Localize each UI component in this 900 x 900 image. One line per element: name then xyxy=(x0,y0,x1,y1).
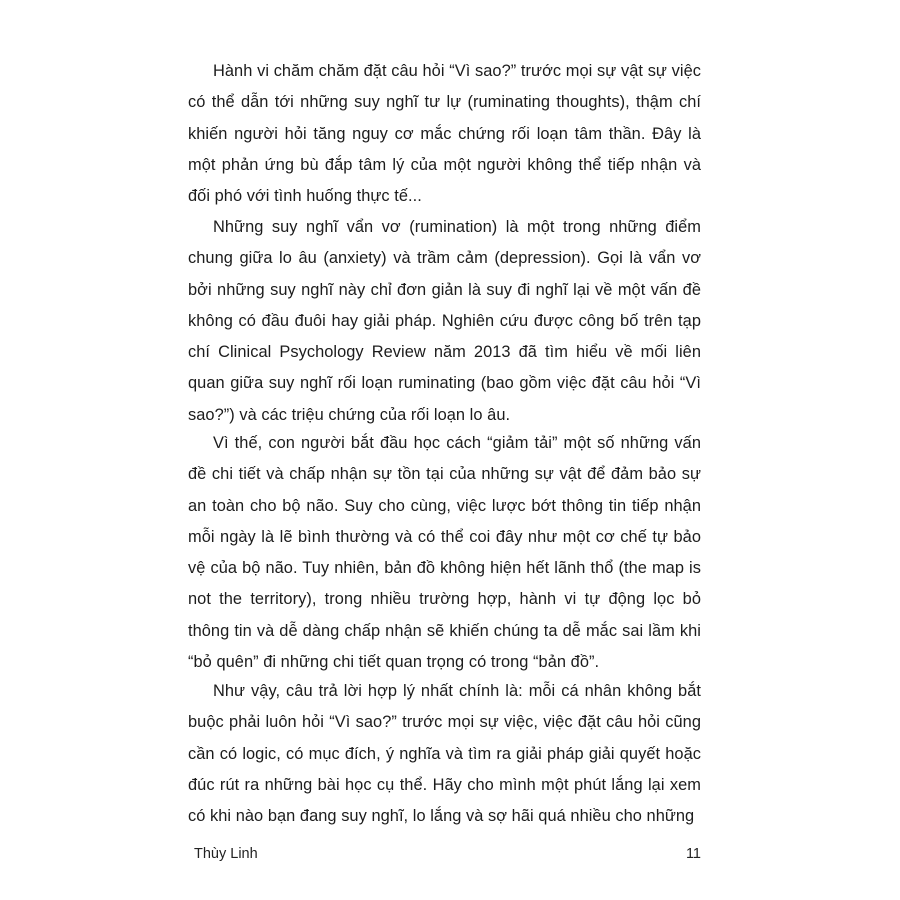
paragraph-4: Như vậy, câu trả lời hợp lý nhất chính là: mỗi cá nhân không bắt buộc phải luôn hỏi “Vì sao?” trước mọi sự việc, việc đặt câu hỏi cũng cần có logic, có mục đích, ý nghĩa và tìm ra giải pháp giải quyết hoặc đúc rút ra những bài học cụ thể. Hãy cho mình một phút lắng lại xem có khi nào bạn đang suy nghĩ, lo lắng và sợ hãi quá nhiều cho những xyxy=(188,682,701,826)
footer-author: Thùy Linh xyxy=(194,846,258,862)
paragraph-3: Vì thế, con người bắt đầu học cách “giảm tải” một số những vấn đề chi tiết và chấp nhận sự tồn tại của những sự vật để đảm bảo sự an toàn cho bộ não. Suy cho cùng, việc lược bớt thông tin tiếp nhận mỗi ngày là lẽ bình thường và có thể coi đây như một cơ chế tự bảo vệ của bộ não. Tuy nhiên, bản đồ không hiện hết lãnh thổ (the map is not the territory), trong nhiều trường hợp, hành vi tự động lọc bỏ thông tin và dễ dàng chấp nhận sẽ khiến chúng ta dễ mắc sai lầm khi “bỏ quên” đi những chi tiết quan trọng có trong “bản đồ”. xyxy=(188,434,701,672)
page-number: 11 xyxy=(685,846,701,862)
paragraph-2: Những suy nghĩ vẩn vơ (rumination) là một trong những điểm chung giữa lo âu (anxiety) và trầm cảm (depression). Gọi là vẩn vơ bởi những suy nghĩ này chỉ đơn giản là suy đi nghĩ lại về một vấn đề không có đầu đuôi hay giải pháp. Nghiên cứu được công bố trên tạp chí Clinical Psychology Review năm 2013 đã tìm hiểu về mối liên quan giữa suy nghĩ rối loạn ruminating (bao gồm việc đặt câu hỏi “Vì sao?”) và các triệu chứng của rối loạn lo âu. xyxy=(188,218,701,424)
paragraph-1: Hành vi chăm chăm đặt câu hỏi “Vì sao?” trước mọi sự vật sự việc có thể dẫn tới những suy nghĩ tư lự (ruminating thoughts), thậm chí khiến người hỏi tăng nguy cơ mắc chứng rối loạn tâm thần. Đây là một phản ứng bù đắp tâm lý của một người không thể tiếp nhận và đối phó với tình huống thực tế... xyxy=(188,62,701,206)
book-page xyxy=(188,0,701,900)
